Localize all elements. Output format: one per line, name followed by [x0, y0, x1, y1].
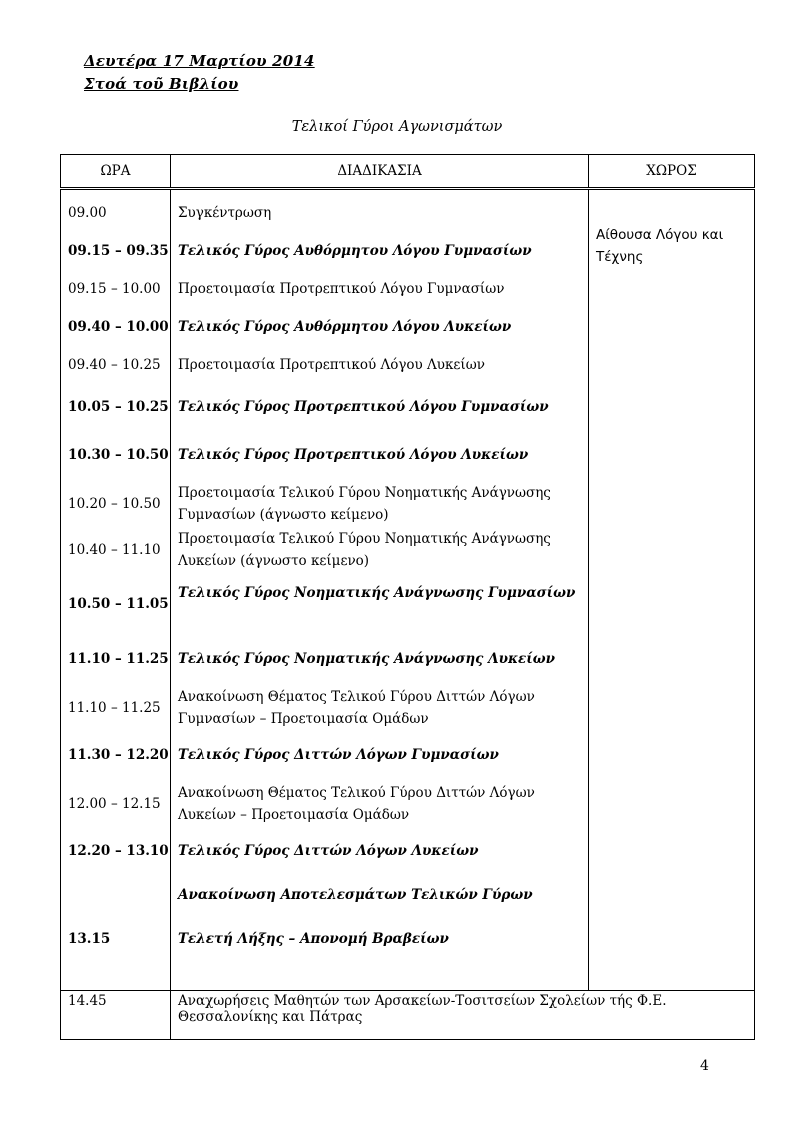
venue-cell	[589, 189, 755, 991]
procedure-cell: Τελικός Γύρος Προτρεπτικού Λόγου Γυμνασίων	[178, 399, 549, 415]
time-cell: 10.30 – 10.50	[68, 447, 169, 463]
procedure-cell: Ανακοίνωση Αποτελεσμάτων Τελικών Γύρων	[178, 887, 533, 903]
time-cell: 11.30 – 12.20	[68, 747, 169, 763]
time-cell: 10.05 – 10.25	[68, 399, 169, 415]
procedure-cell: Προετοιμασία Προτρεπτικού Λόγου Γυμνασίων	[178, 281, 505, 297]
procedure-cell: Τελικός Γύρος Νοηματικής Ανάγνωσης Γυμνασίων	[178, 585, 576, 601]
time-cell: 10.40 – 11.10	[68, 542, 161, 558]
procedure-cell: Τελικός Γύρος Αυθόρμητου Λόγου Γυμνασίων	[178, 243, 532, 259]
column-header-procedure: ΔΙΑΔΙΚΑΣΙΑ	[171, 155, 589, 189]
procedure-cell: Προετοιμασία Προτρεπτικού Λόγου Λυκείων	[178, 357, 485, 373]
procedure-cell: Τελετή Λήξης – Απονομή Βραβείων	[178, 931, 449, 947]
procedure-cell: Τελικός Γύρος Νοηματικής Ανάγνωσης Λυκείων	[178, 651, 556, 667]
time-cell: 13.15	[68, 931, 111, 947]
table-body-row	[61, 189, 755, 991]
time-cell: 10.50 – 11.05	[68, 596, 169, 612]
time-cell: 11.10 – 11.25	[68, 700, 161, 716]
time-column	[61, 189, 171, 991]
header-place: Στοά τοῦ Βιβλίου	[84, 75, 239, 93]
procedure-column	[171, 189, 589, 991]
time-cell: 12.20 – 13.10	[68, 843, 169, 859]
procedure-cell: Ανακοίνωση Θέματος Τελικού Γύρου Διττών Λόγων Γυμνασίων – Προετοιμασία Ομάδων	[178, 689, 535, 727]
page-number: 4	[700, 1058, 709, 1074]
schedule-table	[60, 154, 755, 1040]
column-header-time: ΩΡΑ	[61, 155, 171, 189]
venue-text: Αίθουσα Λόγου και Τέχνης	[596, 227, 724, 265]
procedure-cell: Τελικός Γύρος Προτρεπτικού Λόγου Λυκείων	[178, 447, 529, 463]
time-cell: 09.40 – 10.25	[68, 357, 161, 373]
table-header-row	[61, 155, 755, 189]
time-cell: 09.00	[68, 205, 107, 221]
procedure-cell: Ανακοίνωση Θέματος Τελικού Γύρου Διττών Λόγων Λυκείων – Προετοιμασία Ομάδων	[178, 785, 535, 823]
departure-procedure: Αναχωρήσεις Μαθητών των Αρσακείων-Τοσιτσείων Σχολείων τής Φ.Ε. Θεσσαλονίκης και Πάτρας	[171, 991, 755, 1040]
table-body	[61, 189, 755, 1040]
table-row-departure	[61, 991, 755, 1040]
schedule-title: Τελικοί Γύροι Αγωνισμάτων	[291, 119, 503, 135]
procedure-cell: Προετοιμασία Τελικού Γύρου Νοηματικής Ανάγνωσης Λυκείων (άγνωστο κείμενο)	[178, 531, 551, 569]
departure-time: 14.45	[61, 991, 171, 1040]
time-cell: 09.40 – 10.00	[68, 319, 169, 335]
column-header-venue: ΧΩΡΟΣ	[589, 155, 755, 189]
header-date: Δευτέρα 17 Μαρτίου 2014	[84, 52, 315, 70]
time-cell: 10.20 – 10.50	[68, 496, 161, 512]
procedure-cell: Τελικός Γύρος Διττών Λόγων Λυκείων	[178, 843, 479, 859]
time-cell: 09.15 – 10.00	[68, 281, 161, 297]
time-cell: 09.15 – 09.35	[68, 243, 169, 259]
procedure-cell: Συγκέντρωση	[178, 205, 272, 221]
procedure-cell: Προετοιμασία Τελικού Γύρου Νοηματικής Ανάγνωσης Γυμνασίων (άγνωστο κείμενο)	[178, 485, 551, 523]
time-cell: 11.10 – 11.25	[68, 651, 169, 667]
procedure-cell: Τελικός Γύρος Διττών Λόγων Γυμνασίων	[178, 747, 499, 763]
time-cell: 12.00 – 12.15	[68, 796, 161, 812]
procedure-cell: Τελικός Γύρος Αυθόρμητου Λόγου Λυκείων	[178, 319, 512, 335]
